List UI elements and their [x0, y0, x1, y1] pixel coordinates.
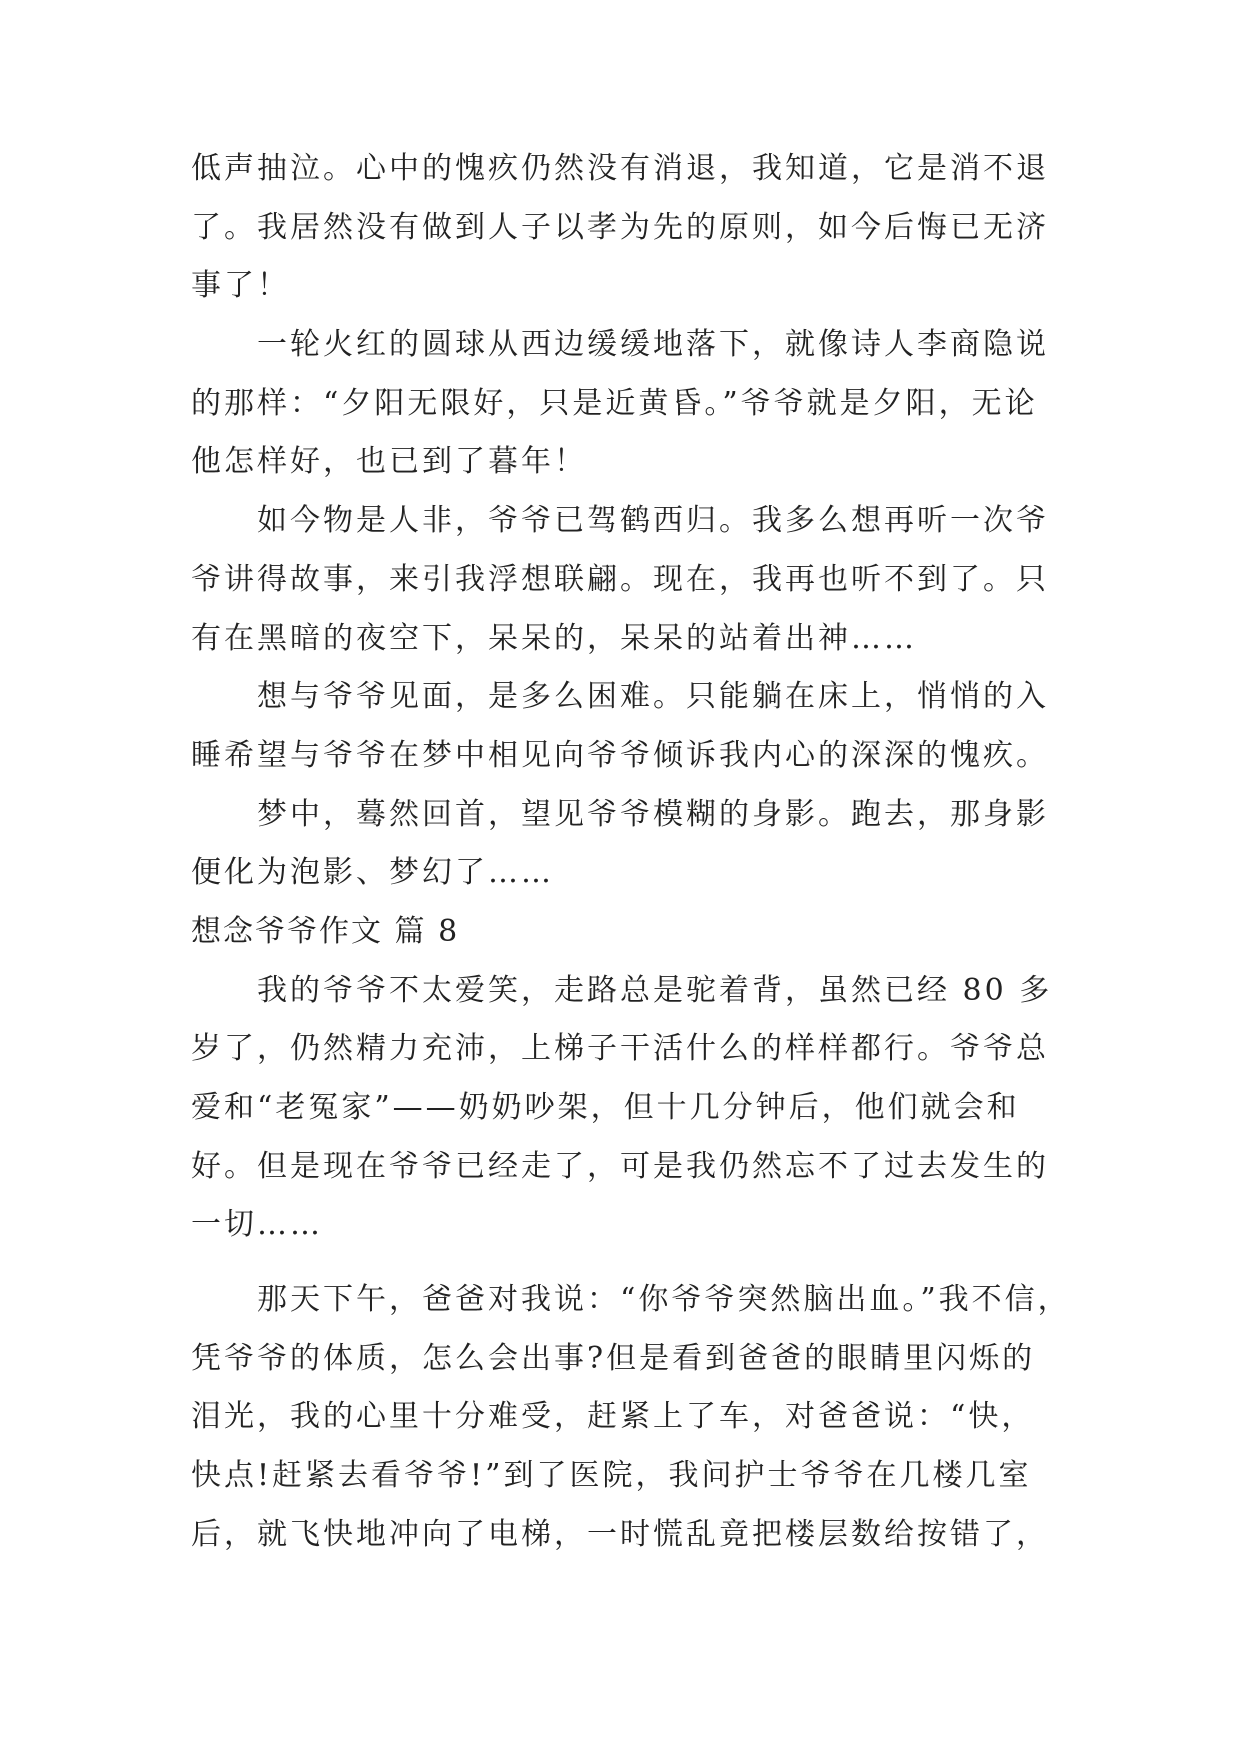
text-line: 好。但是现在爷爷已经走了，可是我仍然忘不了过去发生的: [191, 1148, 1049, 1184]
text-line: 的那样：“夕阳无限好，只是近黄昏。”爷爷就是夕阳，无论: [191, 385, 1038, 421]
text-line: 事了！: [191, 268, 290, 304]
text-line: 凭爷爷的体质，怎么会出事?但是看到爸爸的眼睛里闪烁的: [191, 1340, 1036, 1376]
text-line: 低声抽泣。心中的愧疚仍然没有消退，我知道，它是消不退: [191, 151, 1049, 186]
paragraph-spacer: [191, 1255, 1071, 1271]
text-line: 睡希望与爷爷在梦中相见向爷爷倾诉我内心的深深的愧疚。: [191, 737, 1049, 773]
document-page: [191, 140, 1071, 1565]
paragraph-first-line: 梦中，蓦然回首，望见爷爷模糊的身影。跑去，那身影: [257, 796, 1049, 832]
paragraph-first-line: 我的爷爷不太爱笑，走路总是驼着背，虽然已经 80 多: [257, 972, 1053, 1008]
text-line: 岁了，仍然精力充沛，上梯子干活什么的样样都行。爷爷总: [191, 1031, 1049, 1067]
text-line: 快点!赶紧去看爷爷!”到了医院，我问护士爷爷在几楼几室: [191, 1458, 1032, 1494]
text-line: 爱和“老冤家”——奶奶吵架，但十几分钟后，他们就会和: [191, 1090, 1020, 1125]
paragraph-first-line: 那天下午，爸爸对我说：“你爷爷突然脑出血。”我不信，: [257, 1282, 1071, 1318]
text-line: 泪光，我的心里十分难受，赶紧上了车，对爸爸说：“快，: [191, 1399, 1035, 1435]
paragraph-first-line: 一轮火红的圆球从西边缓缓地落下，就像诗人李商隐说: [257, 327, 1049, 363]
text-line: 有在黑暗的夜空下，呆呆的，呆呆的站着出神……: [191, 620, 917, 656]
text-line: 便化为泡影、梦幻了……: [191, 855, 554, 891]
text-line: 爷讲得故事，来引我浮想联翩。现在，我再也听不到了。只: [191, 561, 1049, 597]
paragraph-first-line: 如今物是人非，爷爷已驾鹤西归。我多么想再听一次爷: [257, 503, 1049, 539]
paragraph-first-line: 想与爷爷见面，是多么困难。只能躺在床上，悄悄的入: [257, 679, 1049, 715]
text-line: 一切……: [191, 1207, 323, 1243]
text-line: 他怎样好，也已到了暮年！: [191, 444, 587, 480]
text-line: 后，就飞快地冲向了电梯，一时慌乱竟把楼层数给按错了，: [191, 1516, 1049, 1552]
section-heading: 想念爷爷作文 篇 8: [191, 913, 460, 949]
text-line: 了。我居然没有做到人子以孝为先的原则，如今后悔已无济: [191, 209, 1049, 245]
